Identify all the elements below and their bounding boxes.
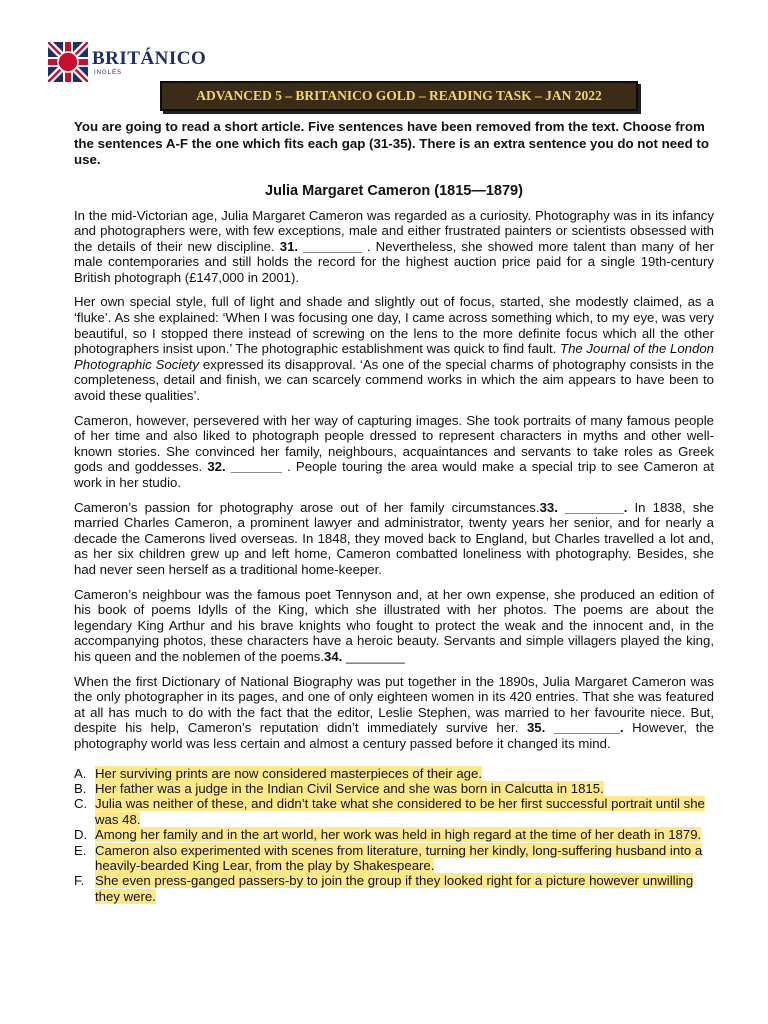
task-instructions: You are going to read a short article. Five sentences have been removed from the text. Choose from the sentences A-F the one which fits each gap (31-35). There is an extra sentence you do not need to use. — [74, 119, 709, 167]
paragraph-text: Cameron’s neighbour was the famous poet Tennyson and, at her own expense, she produced an edition of his book of poems Idylls of the King, which she illustrated with her photos. The poems are about the legendary King Arthur and his brave knights who fought to protect the weak and the innocent and, in the accompanying photos, these characters have a heroic beauty. Servants and simple villagers played the king, his queen and the noblemen of the poems. — [74, 586, 714, 664]
article-content — [74, 119, 714, 904]
paragraph-text: . Nevertheless, she showed more talent than many of her male contemporaries and still holds the record for the highest auction price paid for a single 19th-century British photograph (£147,000 in 2001). — [74, 238, 714, 285]
paragraph-3 — [74, 413, 714, 491]
option-letter: B. — [74, 780, 87, 796]
paragraph-text: Her own special style, full of light and shade and slightly out of focus, started, she modestly claimed, as a ‘fluke’. As she explained: ‘When I was focusing one day, I came across something which, to my eye, was very beautiful, so I stopped there instead of screwing on the lens to the more definite focus which all the other photographers insist upon.’ The photographic establishment was quick to find fault. — [74, 294, 714, 357]
option-text: Her father was a judge in the Indian Civil Service and she was born in Calcutta in 1815. — [95, 780, 604, 796]
paragraph-text: Cameron, however, persevered with her way of capturing images. She took portraits of many famous people of her time and also liked to photograph people dressed to represent characters in myths and other well-known stories. She convinced her family, neighbours, acquaintances and servants to take roles as Greek gods and goddesses. — [74, 412, 714, 475]
paragraph-2 — [74, 294, 714, 403]
paragraph-text: In the mid-Victorian age, Julia Margaret Cameron was regarded as a curiosity. Photography was in its infancy and photographers were, with few exceptions, male and either frustrated painters or scientists obsessed with the details of their new discipline. — [74, 207, 714, 254]
option-text: Cameron also experimented with scenes from literature, turning her kindly, long-suffering husband into a heavily-bearded King Lear, from the play by Shakespeare. — [95, 842, 703, 873]
gap-32: 32. _______ — [207, 459, 283, 475]
gap-35: 35. _________. — [526, 720, 624, 736]
option-letter: E. — [74, 842, 87, 858]
option-letter: A. — [74, 765, 87, 781]
option-letter: F. — [74, 873, 85, 889]
option-text: Among her family and in the art world, her work was held in high regard at the time of her death in 1879. — [95, 827, 702, 843]
option-text: Julia was neither of these, and didn’t take what she considered to be her first successful portrait until she was 48. — [95, 796, 705, 827]
option-item — [74, 781, 714, 796]
paragraph-text: ________ — [342, 648, 405, 664]
paragraph-text: . People touring the area would make a special trip to see Cameron at work in her studio. — [74, 459, 714, 490]
option-item — [74, 796, 714, 827]
article-title: Julia Margaret Cameron (1815—1879) — [265, 182, 523, 199]
option-item — [74, 873, 714, 904]
paragraph-text: In 1838, she married Charles Cameron, a prominent lawyer and administrator, twenty years her senior, and for nearly a decade the Camerons lived overseas. In 1848, they moved back to England, but Charles travelled a lot and, as her six children grew up and left home, Cameron combatted loneliness with photography. Besides, she had never seen herself as a traditional home-keeper. — [74, 499, 714, 577]
gap-33: 33. ________. — [539, 499, 628, 515]
union-jack-lion-icon — [48, 42, 88, 82]
logo-wordmark: BRITÁNICO — [92, 48, 207, 69]
option-item — [74, 843, 714, 874]
gap-31: 31. ________ — [279, 238, 362, 254]
paragraph-text: However, the photography world was less certain and almost a century passed before it changed its mind. — [74, 720, 714, 751]
gap-34: 34. — [324, 648, 343, 664]
paragraph-5 — [74, 587, 714, 665]
paragraph-text: When the first Dictionary of National Biography was put together in the 1890s, Julia Margaret Cameron was the only photographer in its pages, and one of only eighteen women in its 420 entries. That she was featured at all has much to do with the fact that the editor, Leslie Stephen, was married to her favourite niece. But, despite his help, Cameron’s reputation didn’t immediately survive her. — [74, 673, 714, 736]
paragraph-text: Cameron’s passion for photography arose out of her family circumstances. — [74, 499, 540, 515]
journal-name: The Journal of the London Photographic Society — [74, 341, 714, 372]
option-item — [74, 766, 714, 781]
option-item — [74, 827, 714, 842]
paragraph-text: expressed its disapproval. ‘As one of the special charms of photography consists in the completeness, detail and finish, we can scarcely commend works in which the aim appears to have been to avoid these qualities’. — [74, 356, 714, 404]
option-letter: C. — [74, 796, 88, 812]
option-text: She even press-ganged passers-by to join the group if they looked right for a picture however unwilling they were. — [95, 873, 694, 904]
logo-subtitle: INGLÉS — [94, 70, 123, 76]
option-letter: D. — [74, 827, 88, 843]
answer-options — [74, 766, 714, 905]
britanico-logo — [48, 42, 207, 86]
paragraph-1 — [74, 208, 714, 286]
paragraph-6 — [74, 674, 714, 752]
paragraph-4 — [74, 500, 714, 578]
option-text: Her surviving prints are now considered masterpieces of their age. — [95, 765, 483, 781]
header-banner: ADVANCED 5 – BRITANICO GOLD – READING TASK – JAN 2022 — [160, 81, 638, 111]
